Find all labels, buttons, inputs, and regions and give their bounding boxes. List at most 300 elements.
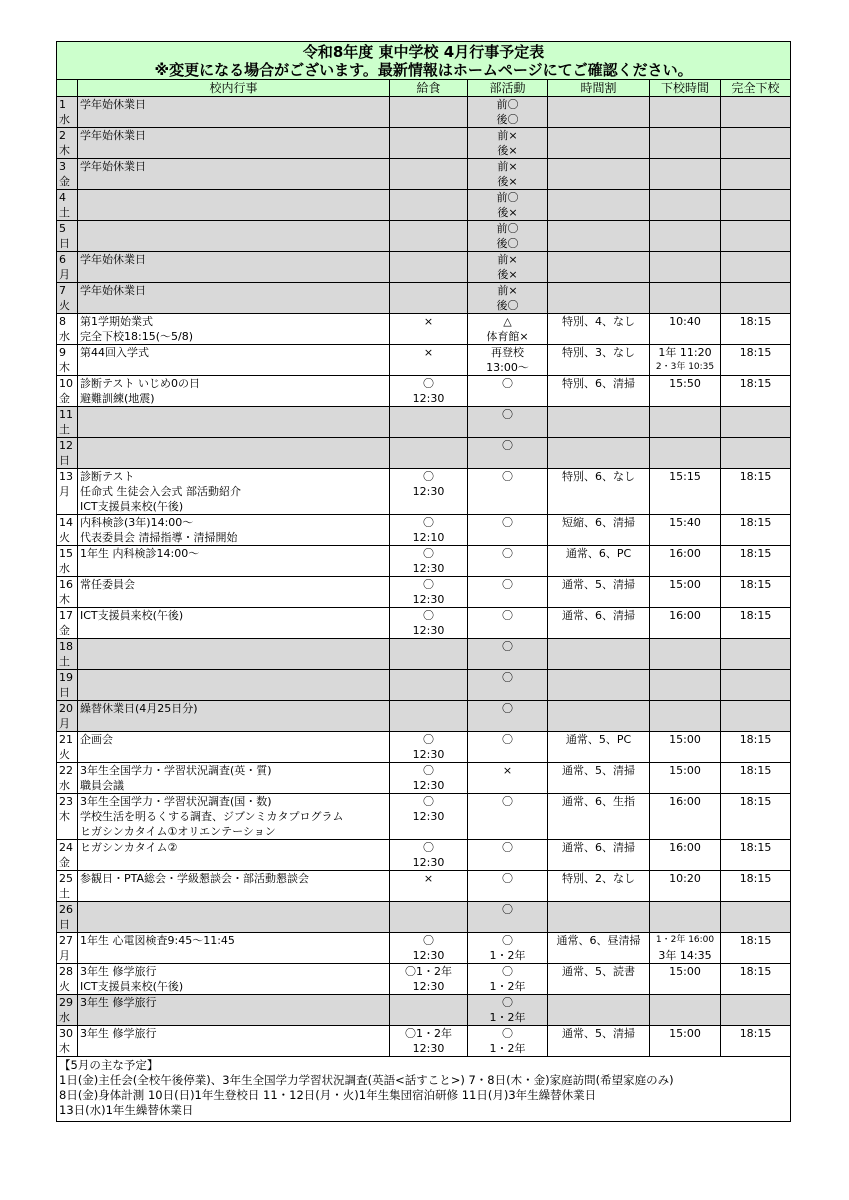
timetable-cell: 通常、5、清掃 [548, 763, 650, 794]
weekday: 水 [59, 113, 70, 126]
final-dismissal-cell: 18:15 [721, 515, 791, 546]
event-cell [78, 933, 390, 964]
cell-line: 〇 [423, 377, 434, 390]
weekday: 金 [59, 624, 70, 637]
footer-line: 13日(水)1年生繰替休業日 [59, 1103, 194, 1117]
cell-line: 12:30 [412, 593, 445, 606]
table-row [57, 933, 791, 964]
club-cell [468, 701, 548, 732]
cell-line: 診断テスト [80, 470, 135, 483]
dismissal-cell [650, 1026, 721, 1057]
timetable-cell [548, 221, 650, 252]
cell-line: 後× [497, 206, 518, 219]
timetable-cell: 通常、6、PC [548, 546, 650, 577]
day-number: 23 [59, 795, 73, 808]
dismissal-cell [650, 840, 721, 871]
day-cell [57, 840, 78, 871]
event-cell [78, 546, 390, 577]
final-dismissal-cell [721, 670, 791, 701]
final-dismissal-cell [721, 221, 791, 252]
cell-line: 後× [497, 268, 518, 281]
dismissal-cell [650, 376, 721, 407]
dismissal-cell [650, 283, 721, 314]
timetable-cell [548, 438, 650, 469]
dismissal-cell [650, 964, 721, 995]
lunch-cell [390, 159, 468, 190]
weekday: 木 [59, 810, 70, 823]
footer-heading: 【5月の主な予定】 [59, 1058, 159, 1072]
day-cell [57, 128, 78, 159]
table-row [57, 159, 791, 190]
club-cell [468, 871, 548, 902]
cell-line: ICT支援員来校(午後) [80, 500, 184, 513]
weekday: 木 [59, 1042, 70, 1055]
cell-line: 避難訓練(地震) [80, 392, 155, 405]
final-dismissal-cell [721, 407, 791, 438]
club-cell [468, 840, 548, 871]
table-row [57, 314, 791, 345]
weekday: 金 [59, 175, 70, 188]
timetable-cell [548, 407, 650, 438]
club-cell [468, 190, 548, 221]
dismissal-cell [650, 469, 721, 515]
event-cell [78, 128, 390, 159]
day-number: 16 [59, 578, 73, 591]
lunch-cell [390, 314, 468, 345]
lunch-cell [390, 1026, 468, 1057]
cell-line: 12:30 [412, 748, 445, 761]
dismissal-cell [650, 608, 721, 639]
table-row [57, 794, 791, 840]
club-cell [468, 345, 548, 376]
weekday: 水 [59, 562, 70, 575]
table-row [57, 515, 791, 546]
club-cell [468, 763, 548, 794]
cell-line: 〇 [502, 640, 513, 653]
timetable-cell [548, 283, 650, 314]
final-dismissal-cell: 18:15 [721, 732, 791, 763]
cell-line: 15:00 [669, 1027, 701, 1040]
cell-line: 代表委員会 清掃指導・清掃開始 [80, 531, 238, 544]
cell-line: 〇 [502, 841, 513, 854]
cell-line: 体育館× [486, 330, 529, 343]
cell-line: 〇 [502, 671, 513, 684]
day-cell [57, 871, 78, 902]
lunch-cell [390, 376, 468, 407]
day-number: 6 [59, 253, 66, 266]
day-cell [57, 701, 78, 732]
day-number: 28 [59, 965, 73, 978]
lunch-cell [390, 345, 468, 376]
cell-line: 3年生 修学旅行 [80, 996, 157, 1009]
weekday: 木 [59, 593, 70, 606]
cell-line: 10:40 [669, 315, 701, 328]
timetable-cell: 短縮、6、清掃 [548, 515, 650, 546]
event-cell [78, 469, 390, 515]
cell-line: 12:30 [412, 392, 445, 405]
day-number: 14 [59, 516, 73, 529]
event-cell [78, 763, 390, 794]
day-cell [57, 159, 78, 190]
day-cell [57, 221, 78, 252]
final-dismissal-cell [721, 639, 791, 670]
lunch-cell [390, 515, 468, 546]
table-row [57, 763, 791, 794]
dismissal-cell [650, 763, 721, 794]
table-row [57, 97, 791, 128]
club-cell [468, 159, 548, 190]
event-cell [78, 701, 390, 732]
cell-line: 15:00 [669, 578, 701, 591]
day-number: 10 [59, 377, 73, 390]
club-cell [468, 252, 548, 283]
weekday: 木 [59, 361, 70, 374]
timetable-cell [548, 252, 650, 283]
day-number: 2 [59, 129, 66, 142]
header-lunch: 給食 [390, 80, 468, 97]
weekday: 月 [59, 949, 70, 962]
lunch-cell [390, 995, 468, 1026]
cell-line: 3年生 修学旅行 [80, 965, 157, 978]
dismissal-cell [650, 701, 721, 732]
cell-line: 前× [497, 160, 518, 173]
cell-line: 1年生 内科検診14:00～ [80, 547, 200, 560]
schedule-table [56, 41, 791, 1122]
event-cell [78, 871, 390, 902]
timetable-cell: 通常、5、清掃 [548, 1026, 650, 1057]
event-cell [78, 608, 390, 639]
day-number: 25 [59, 872, 73, 885]
timetable-cell: 通常、6、清掃 [548, 840, 650, 871]
lunch-cell [390, 97, 468, 128]
cell-line: 12:30 [412, 980, 445, 993]
club-cell [468, 128, 548, 159]
weekday: 金 [59, 392, 70, 405]
cell-line: 〇 [423, 764, 434, 777]
lunch-cell [390, 871, 468, 902]
weekday: 日 [59, 237, 70, 250]
day-cell [57, 283, 78, 314]
cell-line: 3年生 修学旅行 [80, 1027, 157, 1040]
final-dismissal-cell [721, 128, 791, 159]
day-number: 27 [59, 934, 73, 947]
cell-line: 診断テスト いじめ0の日 [80, 377, 201, 390]
dismissal-cell [650, 577, 721, 608]
weekday: 金 [59, 856, 70, 869]
cell-line: 12:30 [412, 485, 445, 498]
event-cell [78, 190, 390, 221]
weekday: 火 [59, 980, 70, 993]
cell-line: × [423, 315, 434, 328]
weekday: 火 [59, 299, 70, 312]
cell-line: 〇 [502, 439, 513, 452]
cell-line: ICT支援員来校(午後) [80, 980, 184, 993]
day-cell [57, 670, 78, 701]
table-row [57, 840, 791, 871]
cell-line: 〇 [502, 609, 513, 622]
lunch-cell [390, 964, 468, 995]
dismissal-cell [650, 546, 721, 577]
day-cell [57, 97, 78, 128]
cell-line: 3年 14:35 [658, 949, 712, 962]
day-number: 13 [59, 470, 73, 483]
event-cell [78, 670, 390, 701]
day-cell [57, 608, 78, 639]
event-cell [78, 515, 390, 546]
table-row [57, 283, 791, 314]
event-cell [78, 376, 390, 407]
club-cell [468, 577, 548, 608]
cell-line: ヒガシンカタイム①オリエンテーション [80, 825, 276, 838]
weekday: 火 [59, 748, 70, 761]
cell-line: × [502, 764, 513, 777]
cell-line: 13:00～ [486, 361, 529, 374]
dismissal-cell [650, 871, 721, 902]
cell-line: 前〇 [496, 98, 519, 111]
cell-line: 学年始休業日 [80, 98, 146, 111]
cell-line: 後〇 [496, 237, 519, 250]
club-cell [468, 515, 548, 546]
cell-line: 学年始休業日 [80, 284, 146, 297]
header-dismissal: 下校時間 [650, 80, 721, 97]
cell-line: 12:10 [412, 531, 445, 544]
lunch-cell [390, 608, 468, 639]
day-cell [57, 376, 78, 407]
cell-line: 参観日・PTA総会・学級懇談会・部活動懇談会 [80, 872, 310, 885]
dismissal-cell [650, 902, 721, 933]
timetable-cell: 通常、6、生指 [548, 794, 650, 840]
table-row [57, 190, 791, 221]
dismissal-cell [650, 314, 721, 345]
day-cell [57, 345, 78, 376]
day-cell [57, 314, 78, 345]
event-cell [78, 221, 390, 252]
cell-line: 前〇 [496, 191, 519, 204]
day-cell [57, 639, 78, 670]
cell-line: 〇 [423, 795, 434, 808]
lunch-cell [390, 252, 468, 283]
table-row [57, 469, 791, 515]
event-cell [78, 252, 390, 283]
event-cell [78, 794, 390, 840]
table-row [57, 902, 791, 933]
cell-line: 〇 [502, 702, 513, 715]
lunch-cell [390, 407, 468, 438]
lunch-cell [390, 763, 468, 794]
cell-line: 1・2年 [489, 949, 526, 962]
day-cell [57, 933, 78, 964]
table-row [57, 639, 791, 670]
club-cell [468, 964, 548, 995]
cell-line: 12:30 [412, 949, 445, 962]
final-dismissal-cell: 18:15 [721, 794, 791, 840]
day-number: 17 [59, 609, 73, 622]
table-row [57, 345, 791, 376]
final-dismissal-cell [721, 97, 791, 128]
weekday: 土 [59, 887, 70, 900]
day-number: 4 [59, 191, 66, 204]
timetable-cell [548, 995, 650, 1026]
lunch-cell [390, 546, 468, 577]
club-cell [468, 670, 548, 701]
dismissal-cell [650, 794, 721, 840]
cell-line: 後〇 [496, 113, 519, 126]
table-row [57, 577, 791, 608]
timetable-cell [548, 128, 650, 159]
event-cell [78, 732, 390, 763]
cell-line: × [423, 872, 434, 885]
weekday: 月 [59, 717, 70, 730]
final-dismissal-cell [721, 438, 791, 469]
timetable-cell [548, 902, 650, 933]
timetable-cell: 特別、6、なし [548, 469, 650, 515]
final-dismissal-cell: 18:15 [721, 871, 791, 902]
day-number: 11 [59, 408, 73, 421]
day-number: 29 [59, 996, 73, 1009]
footer-line: 1日(金)主任会(全校午後停業)、3年生全国学力学習状況調査(英語<話すこと>) 7・8日(木・金)家庭訪問(希望家庭のみ) [59, 1073, 674, 1087]
cell-line: 〇 [423, 547, 434, 560]
day-cell [57, 995, 78, 1026]
final-dismissal-cell: 18:15 [721, 376, 791, 407]
timetable-cell [548, 701, 650, 732]
header-row [57, 80, 791, 97]
cell-line: 〇 [502, 872, 513, 885]
title-line-1: 令和8年度 東中学校 4月行事予定表 [302, 43, 545, 61]
table-row [57, 732, 791, 763]
day-number: 7 [59, 284, 66, 297]
cell-line: 第1学期始業式 [80, 315, 153, 328]
cell-line: 15:00 [669, 733, 701, 746]
final-dismissal-cell: 18:15 [721, 840, 791, 871]
day-cell [57, 546, 78, 577]
final-dismissal-cell [721, 902, 791, 933]
cell-line: 繰替休業日(4月25日分) [80, 702, 198, 715]
event-cell [78, 314, 390, 345]
lunch-cell [390, 840, 468, 871]
cell-line: 再登校 [491, 346, 524, 359]
event-cell [78, 902, 390, 933]
weekday: 土 [59, 655, 70, 668]
final-dismissal-cell: 18:15 [721, 608, 791, 639]
dismissal-cell [650, 515, 721, 546]
table-row [57, 670, 791, 701]
cell-line: 任命式 生徒会入会式 部活動紹介 [80, 485, 241, 498]
timetable-cell: 特別、6、清掃 [548, 376, 650, 407]
final-dismissal-cell [721, 190, 791, 221]
cell-line: 〇 [502, 934, 513, 947]
cell-line: 〇 [502, 547, 513, 560]
timetable-cell: 通常、5、PC [548, 732, 650, 763]
header-day [57, 80, 78, 97]
day-number: 15 [59, 547, 73, 560]
cell-line: 学年始休業日 [80, 129, 146, 142]
cell-line: 〇 [502, 795, 513, 808]
table-row [57, 995, 791, 1026]
weekday: 日 [59, 918, 70, 931]
dismissal-cell [650, 221, 721, 252]
club-cell [468, 608, 548, 639]
weekday: 月 [59, 485, 70, 498]
cell-line: 12:30 [412, 856, 445, 869]
weekday: 木 [59, 144, 70, 157]
dismissal-cell [650, 345, 721, 376]
lunch-cell [390, 469, 468, 515]
club-cell [468, 376, 548, 407]
dismissal-cell [650, 252, 721, 283]
cell-line: 1年 11:20 [658, 346, 712, 359]
table-row [57, 407, 791, 438]
dismissal-cell [650, 670, 721, 701]
lunch-cell [390, 794, 468, 840]
cell-line: 16:00 [669, 547, 701, 560]
cell-line: 企画会 [80, 733, 113, 746]
event-cell [78, 438, 390, 469]
cell-line: 内科検診(3年)14:00～ [80, 516, 194, 529]
club-cell [468, 1026, 548, 1057]
table-row [57, 438, 791, 469]
table-row [57, 376, 791, 407]
final-dismissal-cell [721, 159, 791, 190]
club-cell [468, 97, 548, 128]
club-cell [468, 469, 548, 515]
club-cell [468, 794, 548, 840]
cell-line: 前〇 [496, 222, 519, 235]
lunch-cell [390, 128, 468, 159]
day-cell [57, 438, 78, 469]
cell-line: 〇 [502, 408, 513, 421]
header-timetable: 時間割 [548, 80, 650, 97]
lunch-cell [390, 902, 468, 933]
title-line-2: ※変更になる場合がございます。最新情報はホームページにてご確認ください。 [154, 61, 693, 79]
day-number: 8 [59, 315, 66, 328]
cell-line: 2・3年 10:35 [655, 362, 715, 372]
final-dismissal-cell: 18:15 [721, 345, 791, 376]
timetable-cell: 特別、2、なし [548, 871, 650, 902]
cell-line: 1・2年 [489, 1042, 526, 1055]
club-cell [468, 283, 548, 314]
lunch-cell [390, 701, 468, 732]
timetable-cell: 通常、6、清掃 [548, 608, 650, 639]
cell-line: 16:00 [669, 795, 701, 808]
timetable-cell: 特別、4、なし [548, 314, 650, 345]
day-cell [57, 577, 78, 608]
dismissal-cell [650, 407, 721, 438]
cell-line: 常任委員会 [80, 578, 135, 591]
table-row [57, 128, 791, 159]
event-cell [78, 639, 390, 670]
cell-line: 15:50 [669, 377, 701, 390]
cell-line: 3年生全国学力・学習状況調査(英・質) [80, 764, 272, 777]
weekday: 日 [59, 454, 70, 467]
table-row [57, 1026, 791, 1057]
final-dismissal-cell: 18:15 [721, 964, 791, 995]
lunch-cell [390, 670, 468, 701]
final-dismissal-cell [721, 252, 791, 283]
may-schedule-notes [57, 1057, 791, 1122]
final-dismissal-cell: 18:15 [721, 469, 791, 515]
weekday: 水 [59, 1011, 70, 1024]
cell-line: 学年始休業日 [80, 160, 146, 173]
club-cell [468, 639, 548, 670]
cell-line: 〇 [502, 516, 513, 529]
club-cell [468, 221, 548, 252]
event-cell [78, 283, 390, 314]
day-cell [57, 763, 78, 794]
day-number: 21 [59, 733, 73, 746]
cell-line: 15:15 [669, 470, 701, 483]
day-number: 5 [59, 222, 66, 235]
cell-line: 〇 [423, 841, 434, 854]
